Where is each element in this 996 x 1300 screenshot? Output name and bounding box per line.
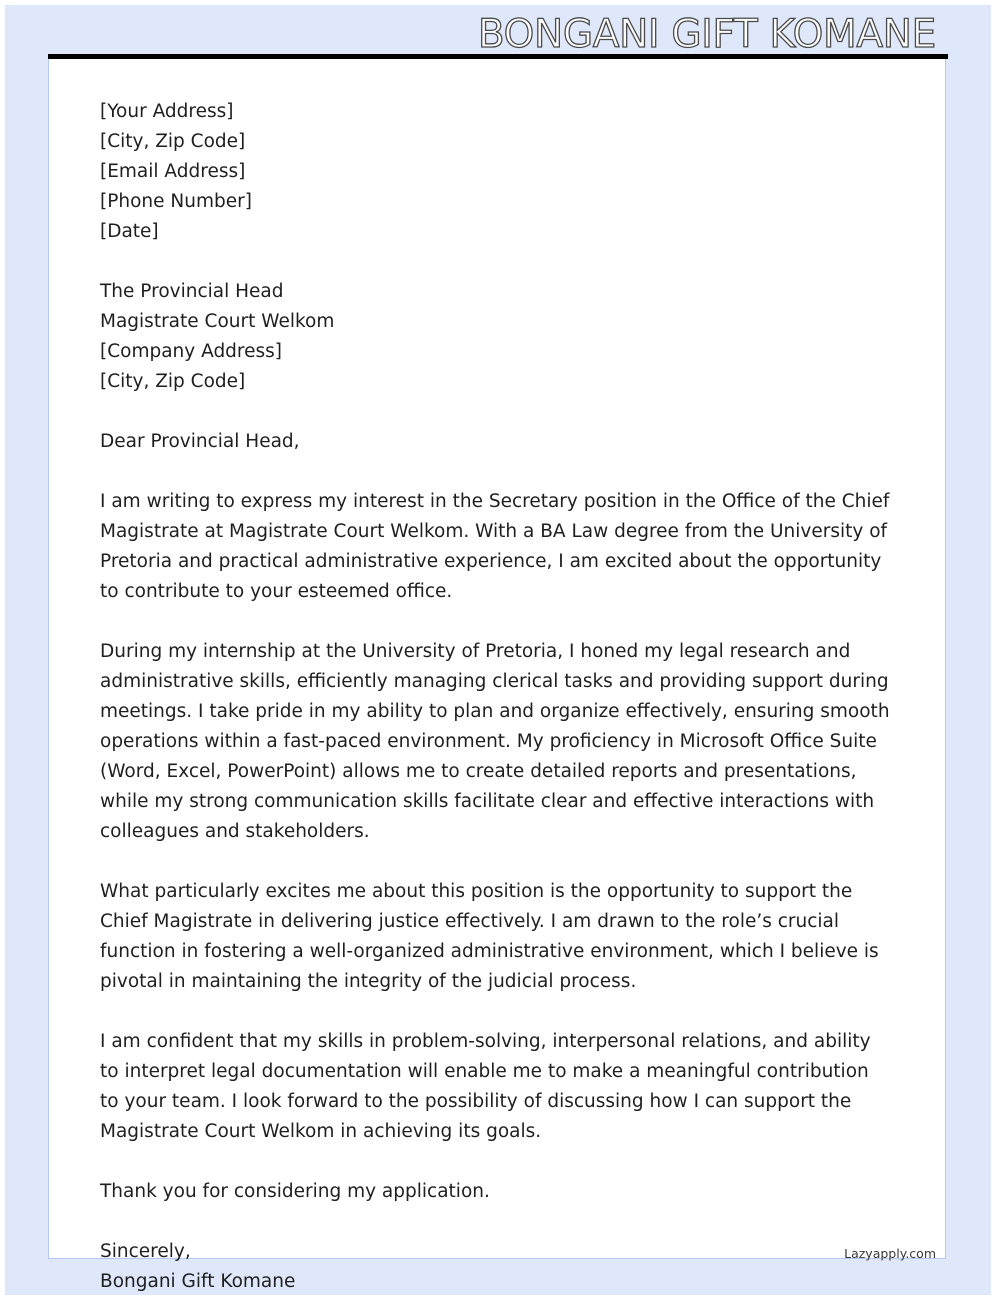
body-paragraph-2: During my internship at the University of Pretoria, I honed my legal research and administrative skills, efficiently managing clerical tasks and providing support during meetings. I take pride in my ability to plan and organize effectively, ensuring smooth operations within a fast-paced environment. My proficiency in Microsoft Office Suite (Word, Excel, PowerPoint) allows me to create detailed reports and presentations, while my strong communication skills facilitate clear and effective interactions with colleagues and stakeholders. — [100, 641, 890, 842]
recipient-address: [Company Address] — [100, 341, 283, 362]
spacer — [100, 397, 900, 427]
body-paragraph-4: I am confident that my skills in problem-solving, interpersonal relations, and ability to interpret legal documentation will enable me to make a meaningful contribution to your team. I look forward to the possibility of discussing how I can support the Magistrate Court Welkom in achieving its goals. — [100, 1031, 871, 1142]
salutation: Dear Provincial Head, — [100, 431, 300, 452]
lazyapply-watermark: Lazyapply.com — [844, 1246, 936, 1261]
closing: Sincerely, — [100, 1241, 191, 1262]
recipient-title: The Provincial Head — [100, 281, 284, 302]
cover-letter-body — [100, 97, 900, 1297]
body-paragraph-3: What particularly excites me about this position is the opportunity to support the Chief Magistrate in delivering justice effectively. I am drawn to the role’s crucial function in fostering a well-organized administrative environment, which I believe is pivotal in maintaining the integrity of the judicial process. — [100, 881, 879, 992]
letter-date: [Date] — [100, 221, 159, 242]
sender-block — [100, 97, 900, 247]
signature-name: Bongani Gift Komane — [100, 1271, 296, 1292]
recipient-organization: Magistrate Court Welkom — [100, 311, 335, 332]
recipient-city-zip: [City, Zip Code] — [100, 371, 246, 392]
sender-address: [Your Address] — [100, 101, 234, 122]
applicant-name-header: BONGANI GIFT KOMANE — [477, 12, 936, 57]
sender-city-zip: [City, Zip Code] — [100, 131, 246, 152]
sender-phone: [Phone Number] — [100, 191, 252, 212]
body-paragraph-1: I am writing to express my interest in the Secretary position in the Office of the Chief Magistrate at Magistrate Court Welkom. With a BA Law degree from the University of Pretoria and practical administrative experience, I am excited about the opportunity to contribute to your esteemed office. — [100, 491, 890, 602]
spacer — [100, 247, 900, 277]
thank-you-line: Thank you for considering my application. — [100, 1181, 490, 1202]
sender-email: [Email Address] — [100, 161, 246, 182]
recipient-block — [100, 277, 900, 397]
